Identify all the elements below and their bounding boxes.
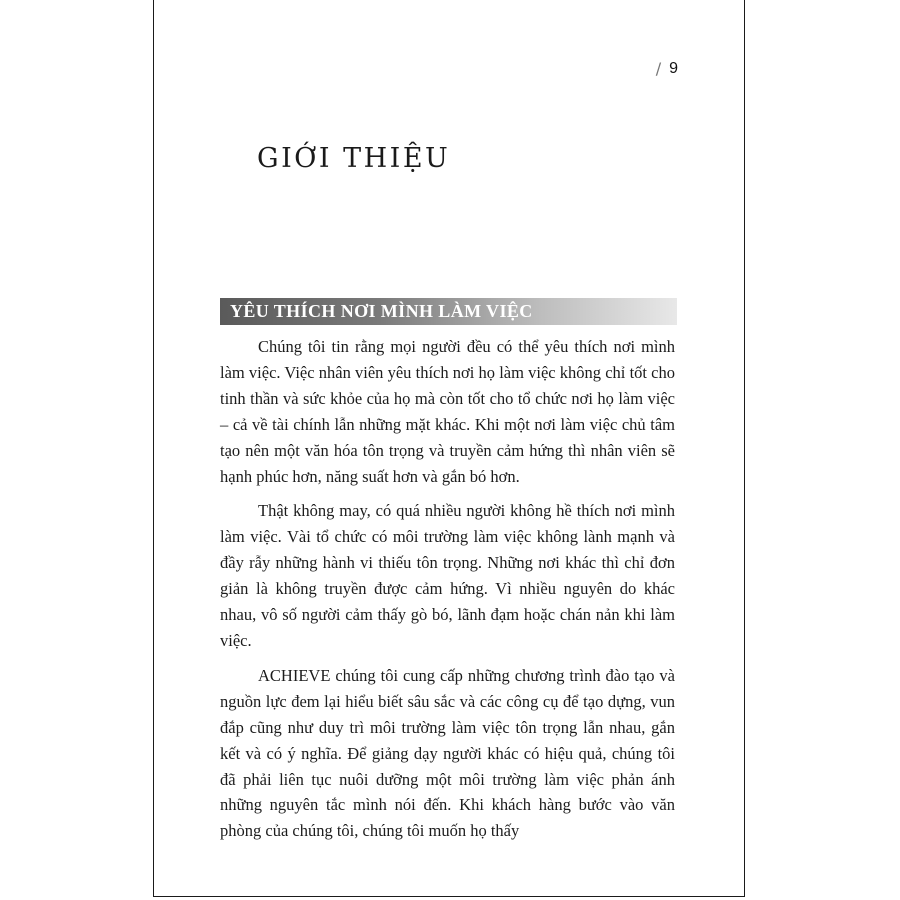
chapter-title: GIỚI THIỆU [257,143,451,174]
book-page [153,0,745,897]
section-title: YÊU THÍCH NƠI MÌNH LÀM VIỆC [230,301,533,321]
paragraph: ACHIEVE chúng tôi cung cấp những chương trình đào tạo và nguồn lực đem lại hiểu biết sâu sắc và các công cụ để tạo dựng, vun đắp cũng như duy trì môi trường làm việc tôn trọng lẫn nhau, gắn kết và có ý nghĩa. Để giảng dạy người khác có hiệu quả, chúng tôi đã phải liên tục nuôi dưỡng một môi trường làm việc phản ánh những nguyên tắc mình nói đến. Khi khách hàng bước vào văn phòng của chúng tôi, chúng tôi muốn họ thấy [220,665,675,841]
section-heading-bar [220,298,677,325]
paragraph: Chúng tôi tin rằng mọi người đều có thể yêu thích nơi mình làm việc. Việc nhân viên yêu thích nơi họ làm việc không chỉ tốt cho tinh thần và sức khỏe của họ mà còn tốt cho tổ chức nơi họ làm việc – cả về tài chính lẫn những mặt khác. Khi một nơi làm việc chủ tâm tạo nên một văn hóa tôn trọng và truyền cảm hứng thì nhân viên sẽ hạnh phúc hơn, năng suất hơn và gắn bó hơn. [220,337,675,486]
page-number-value: 9 [669,59,678,77]
paragraph: Thật không may, có quá nhiều người không hề thích nơi mình làm việc. Vài tổ chức có môi trường làm việc không lành mạnh và đầy rẫy những hành vi thiếu tôn trọng. Những nơi khác thì chỉ đơn giản là không truyền được cảm hứng. Vì nhiều nguyên do khác nhau, vô số người cảm thấy gò bó, lãnh đạm hoặc chán nản khi làm việc. [220,501,675,650]
body-text [220,334,675,853]
page-number [656,59,678,78]
page-number-separator: / [655,59,662,78]
